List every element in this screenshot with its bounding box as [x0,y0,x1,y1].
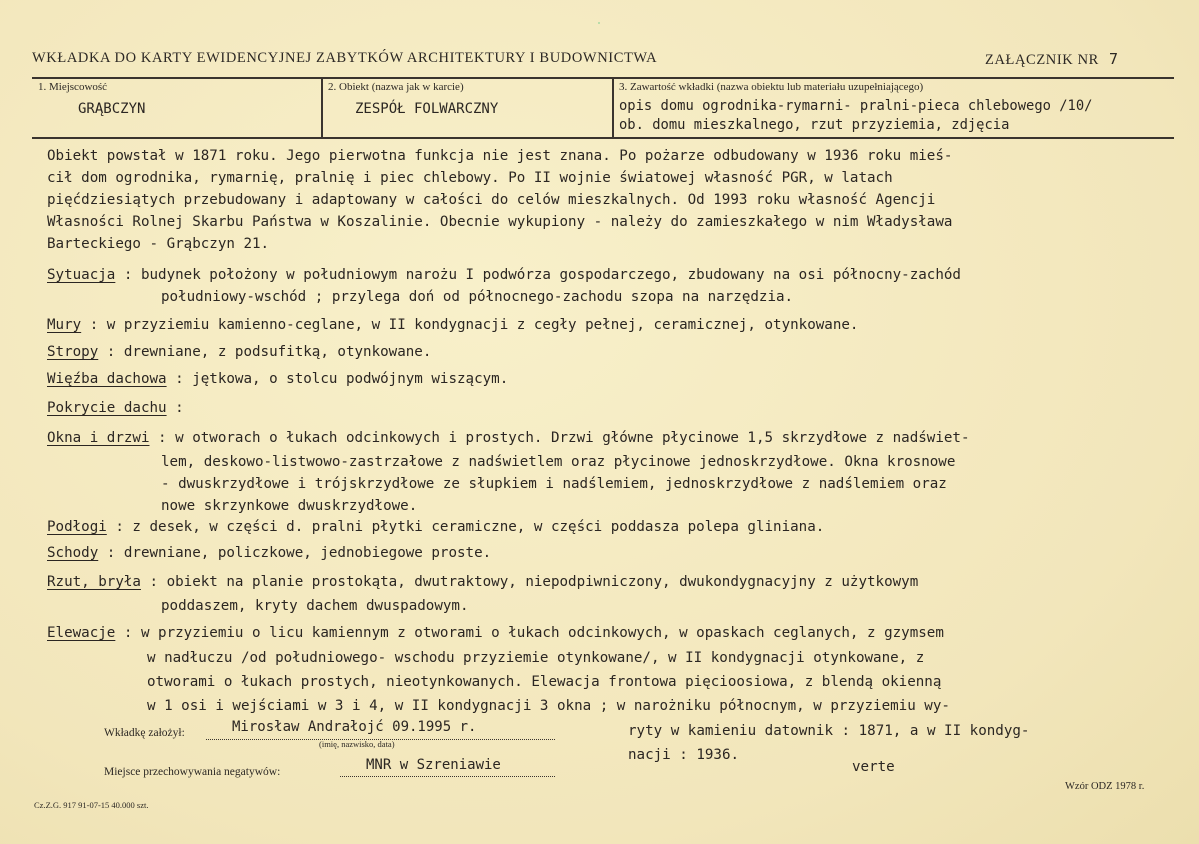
section-text: w przyziemiu o licu kamiennym z otworami o łukach odcinkowych, w opaskach ceglanych, z gzymsem [140,625,944,641]
prepared-by-caption: (imię, nazwisko, data) [319,739,395,749]
negatives-storage-dotted-line [340,776,555,777]
separator: : [98,545,124,561]
prepared-by-label: Wkładkę założył: [104,727,185,739]
section-label: Podłogi [47,519,107,535]
elewacje-line-5: ryty w kamieniu datownik : 1871, a w II kondyg- [628,723,1030,739]
section-podlogi [47,516,824,538]
intro-line-1: Obiekt powstał w 1871 roku. Jego pierwotna funkcja nie jest znana. Po pożarze odbudowany w 1936 roku mieś- [47,148,953,164]
section-text: w otworach o łukach odcinkowych i prostych. Drzwi główne płycinowe 1,5 skrzydłowe z nadświet- [175,430,970,446]
section-text: jętkowa, o stolcu podwójnym wiszącym. [192,371,509,387]
section-text: drewniane, policzkowe, jednobiegowe proste. [123,545,492,561]
sytuacja-line-2: południowy-wschód ; przylega doń od północnego-zachodu szopa na narzędzia. [161,289,794,305]
section-rzut [47,571,918,593]
section-schody [47,542,491,564]
separator: : [98,344,124,360]
section-stropy [47,341,431,363]
okna-line-4: nowe skrzynkowe dwuskrzydłowe. [161,498,418,514]
section-label: Sytuacja [47,267,116,283]
print-info: Cz.Z.G. 917 91-07-15 40.000 szt. [34,800,149,810]
okna-line-2: lem, deskowo-listwowo-zastrzałowe z nadświetlem oraz płycinowe jednoskrzydłowe. Okna krosnowe [161,454,956,470]
separator: : [115,267,141,283]
section-okna [47,427,970,449]
separator: : [81,317,107,333]
locality-value: GRĄBCZYN [78,101,146,117]
section-label: Pokrycie dachu [47,400,167,416]
table-top-rule [32,77,1174,79]
section-mury [47,314,858,336]
intro-line-5: Barteckiego - Grąbczyn 21. [47,236,270,252]
section-text: z desek, w części d. pralni płytki ceramiczne, w części poddasza polepa gliniana. [132,519,825,535]
separator: : [166,400,184,416]
section-label: Schody [47,545,99,561]
form-title: WKŁADKA DO KARTY EWIDENCYJNEJ ZABYTKÓW ARCHITEKTURY I BUDOWNICTWA [32,50,658,66]
column-divider-1 [321,77,323,138]
section-label: Okna i drzwi [47,430,150,446]
punch-mark [598,22,600,24]
locality-label: 1. Miejscowość [38,81,108,93]
content-line-2: ob. domu mieszkalnego, rzut przyziemia, zdjęcia [619,117,1010,133]
separator: : [106,519,133,535]
content-label: 3. Zawartość wkładki (nazwa obiektu lub materiału uzupełniającego) [619,81,924,93]
intro-line-4: Własności Rolnej Skarbu Państwa w Koszalinie. Obecnie wykupiony - należy do zamieszkałego w nim Władysława [47,214,953,230]
section-label: Rzut, bryła [47,574,141,590]
object-value: ZESPÓŁ FOLWARCZNY [355,101,499,117]
negatives-storage-value: MNR w Szreniawie [366,757,501,773]
intro-line-3: pięćdziesiątych przebudowany i adaptowany w całości do celów mieszkalnych. Od 1993 roku własność Agencji [47,192,936,208]
section-label: Stropy [47,344,99,360]
section-text: w przyziemiu kamienno-ceglane, w II kondygnacji z cegły pełnej, ceramicznej, otynkowane. [106,317,859,333]
section-text: budynek położony w południowym narożu I podwórza gospodarczego, zbudowany na osi północny-zachód [140,267,961,283]
column-divider-2 [612,77,614,138]
section-sytuacja [47,264,961,286]
okna-line-3: - dwuskrzydłowe i trójskrzydłowe ze słupkiem i nadślemiem, jednoskrzydłowe z nadślemiem oraz [161,476,947,492]
section-text: drewniane, z podsufitką, otynkowane. [123,344,432,360]
elewacje-line-4: w 1 osi i wejściami w 3 i 4, w II kondygnacji 3 okna ; w narożniku północnym, w przyziemiu wy- [147,698,950,714]
negatives-storage-label: Miejsce przechowywania negatywów: [104,766,281,778]
content-line-1: opis domu ogrodnika-rymarni- pralni-pieca chlebowego /10/ [619,98,1093,114]
elewacje-line-3: otworami o łukach prostych, nieotynkowanych. Elewacja frontowa pięcioosiowa, z blendą okienną [147,674,942,690]
prepared-by-value: Mirosław Andrałojć 09.1995 r. [232,719,477,735]
section-text: obiekt na planie prostokąta, dwutraktowy, niepodpiwniczony, dwukondygnacyjny z użytkowym [166,574,919,590]
form-model-info: Wzór ODZ 1978 r. [1065,781,1145,792]
intro-line-2: cił dom ogrodnika, rymarnię, pralnię i piec chlebowy. Po II wojnie światowej własność PGR, w latach [47,170,893,186]
section-elewacje [47,622,944,644]
table-bottom-rule [32,137,1174,139]
rzut-line-2: poddaszem, kryty dachem dwuspadowym. [161,598,469,614]
separator: : [115,625,141,641]
separator: : [140,574,167,590]
section-wiezba [47,368,508,390]
verte-note: verte [852,759,895,775]
elewacje-line-2: w nadłuczu /od południowego- wschodu przyziemie otynkowane/, w II kondygnacji otynkowane, z [147,650,925,666]
annex-label-text: ZAŁĄCZNIK NR [985,52,1099,68]
object-label: 2. Obiekt (nazwa jak w karcie) [328,81,464,93]
separator: : [166,371,193,387]
annex-number: 7 [1108,50,1119,68]
section-label: Elewacje [47,625,116,641]
elewacje-line-6: nacji : 1936. [628,747,740,763]
separator: : [149,430,176,446]
annex-label [985,50,1119,69]
section-pokrycie [47,397,184,419]
section-label: Mury [47,317,82,333]
section-label: Więźba dachowa [47,371,167,387]
